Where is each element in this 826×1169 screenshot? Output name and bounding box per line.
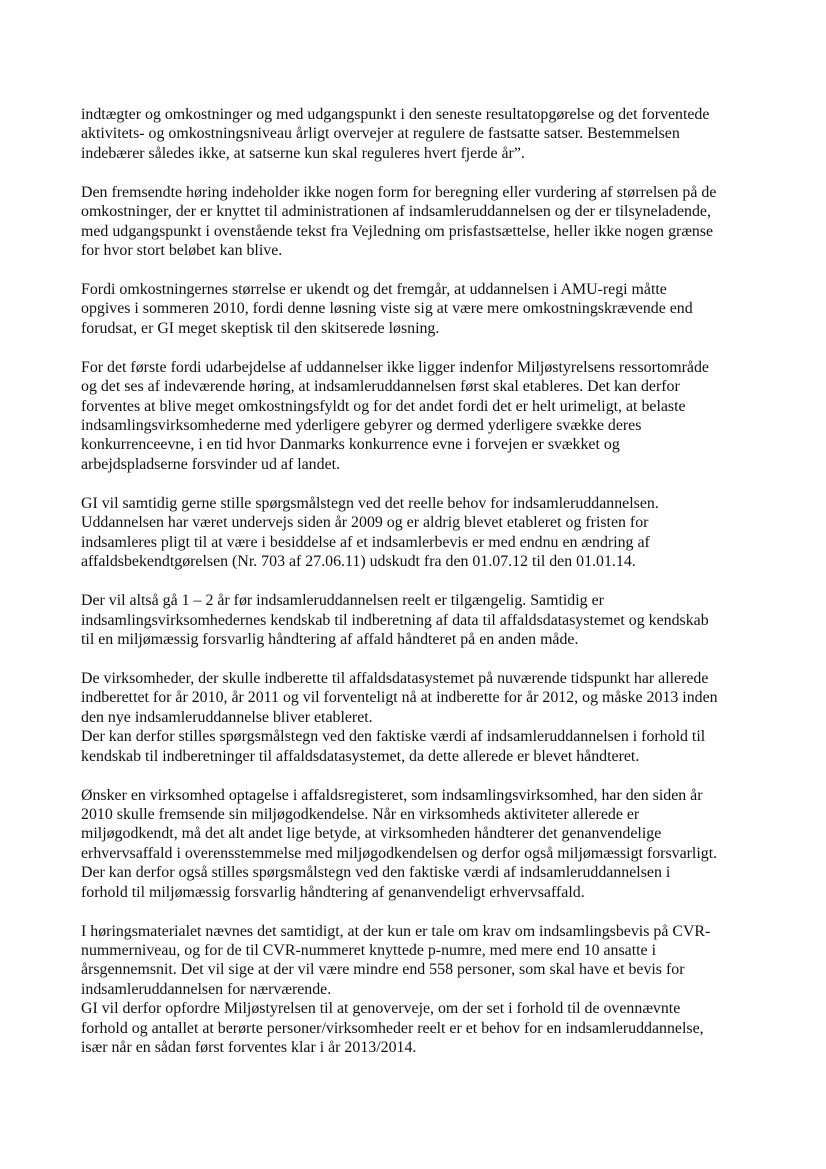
text-line: indebærer således ikke, at satserne kun skal reguleres hvert fjerde år”. <box>81 144 525 162</box>
paragraph <box>81 669 751 766</box>
paragraph <box>81 358 751 474</box>
paragraph <box>81 105 751 163</box>
text-line: Ønsker en virksomhed optagelse i affaldsregisteret, som indsamlingsvirksomhed, har den siden år <box>81 786 703 804</box>
paragraph <box>81 494 751 572</box>
text-line: De virksomheder, der skulle indberette til affaldsdatasystemet på nuværende tidspunkt har allerede <box>81 669 709 687</box>
text-line: årsgennemsnit. Det vil sige at der vil være mindre end 558 personer, som skal have et bevis for <box>81 961 685 979</box>
text-line: Der kan derfor stilles spørgsmålstegn ved den faktiske værdi af indsamleruddannelsen i forhold til <box>81 728 706 746</box>
text-line: For det første fordi udarbejdelse af uddannelser ikke ligger indenfor Miljøstyrelsens ressortområde <box>81 358 709 376</box>
text-line: Uddannelsen har været undervejs siden år 2009 og er aldrig blevet etableret og fristen for <box>81 514 649 532</box>
text-line: konkurrenceevne, i en tid hvor Danmarks konkurrence evne i forvejen er svækket og <box>81 436 620 454</box>
text-line: indsamleruddannelsen for nærværende. <box>81 980 332 998</box>
text-line: Den fremsendte høring indeholder ikke nogen form for beregning eller vurdering af størrelsen på de <box>81 183 717 201</box>
text-line: nummerniveau, og for de til CVR-nummeret knyttede p-numre, med mere end 10 ansatte i <box>81 941 656 959</box>
text-line: kendskab til indberetninger til affaldsdatasystemet, da dette allerede er blevet håndteret. <box>81 747 640 765</box>
text-line: erhvervsaffald i overensstemmelse med miljøgodkendelsen og derfor også miljømæssigt forsvarligt. <box>81 844 718 862</box>
text-line: og det ses af indeværende høring, at indsamleruddannelsen først skal etableres. Det kan derfor <box>81 378 680 396</box>
text-line: 2010 skulle fremsende sin miljøgodkendelse. Når en virksomheds aktiviteter allerede er <box>81 805 640 823</box>
text-line: omkostninger, der er knyttet til administrationen af indsamleruddannelsen og der er tilsyneladende, <box>81 203 711 221</box>
text-line: indsamlingsvirksomhederne med yderligere gebyrer og dermed yderligere svække deres <box>81 417 642 435</box>
paragraph <box>81 786 751 902</box>
text-line: Der vil altså gå 1 – 2 år før indsamleruddannelsen reelt er tilgængelig. Samtidig er <box>81 592 604 610</box>
text-line: til en miljømæssig forsvarlig håndtering af affald håndteret på en anden måde. <box>81 630 579 648</box>
paragraph <box>81 922 751 1058</box>
text-line: GI vil samtidig gerne stille spørgsmålstegn ved det reelle behov for indsamleruddannelsen. <box>81 494 659 512</box>
text-line: især når en sådan først forventes klar i år 2013/2014. <box>81 1039 417 1056</box>
text-line: indsamlingsvirksomhedernes kendskab til indberetning af data til affaldsdatasystemet og kendskab <box>81 611 709 629</box>
text-line: den nye indsamleruddannelse bliver etableret. <box>81 708 373 726</box>
text-line: arbejdspladserne forsvinder ud af landet. <box>81 455 341 473</box>
text-line: for hvor stort beløbet kan blive. <box>81 242 283 260</box>
paragraph <box>81 591 751 649</box>
text-line: indberettet for år 2010, år 2011 og vil forventeligt nå at indberette for år 2012, og måske 2013 inden <box>81 689 718 707</box>
text-line: Fordi omkostningernes størrelse er ukendt og det fremgår, at uddannelsen i AMU-regi måtte <box>81 281 667 299</box>
text-line: forudsat, er GI meget skeptisk til den skitserede løsning. <box>81 319 440 337</box>
text-line: forhold og antallet at berørte personer/virksomheder reelt er et behov for en indsamleruddannelse, <box>81 1019 704 1037</box>
text-line: miljøgodkendt, må det alt andet lige betyde, at virksomheden håndterer det genanvendelige <box>81 825 662 843</box>
text-line: forventes at blive meget omkostningsfyldt og for det andet fordi det er helt urimeligt, at belaste <box>81 397 686 415</box>
paragraph <box>81 280 751 338</box>
text-line: med udgangspunkt i ovenstående tekst fra Vejledning om prisfastsættelse, heller ikke nogen grænse <box>81 222 714 240</box>
text-line: Der kan derfor også stilles spørgsmålstegn ved den faktiske værdi af indsamleruddannelsen i <box>81 864 671 882</box>
text-line: GI vil derfor opfordre Miljøstyrelsen til at genoverveje, om der set i forhold til de ovennævnte <box>81 1000 681 1018</box>
text-line: aktivitets- og omkostningsniveau årligt overvejer at regulere de fastsatte satser. Bestemmelsen <box>81 125 680 143</box>
text-line: I høringsmaterialet nævnes det samtidigt, at der kun er tale om krav om indsamlingsbevis på CVR- <box>81 922 711 940</box>
paragraph <box>81 183 751 261</box>
text-line: indtægter og omkostninger og med udgangspunkt i den seneste resultatopgørelse og det forventede <box>81 106 710 123</box>
document-body <box>81 105 751 1077</box>
text-line: affaldsbekendtgørelsen (Nr. 703 af 27.06.11) udskudt fra den 01.07.12 til den 01.01.14. <box>81 553 636 571</box>
text-line: forhold til miljømæssig forsvarlig håndtering af genanvendeligt erhvervsaffald. <box>81 883 585 901</box>
text-line: indsamleres pligt til at være i besiddelse af et indsamlerbevis er med endnu en ændring af <box>81 533 650 551</box>
text-line: opgives i sommeren 2010, fordi denne løsning viste sig at være mere omkostningskrævende end <box>81 300 693 318</box>
